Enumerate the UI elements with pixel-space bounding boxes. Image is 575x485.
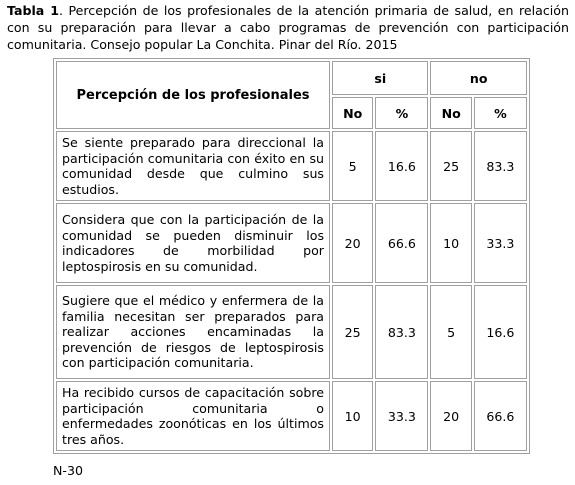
cell-si-percent: 83.3 (375, 285, 428, 379)
row-description: Considera que con la participación de la comunidad se pueden disminuir los indicadores de morbilidad por leptospirosis en su comunidad. (56, 203, 330, 283)
row-description: Ha recibido cursos de capacitación sobre participación comunitaria o enfermedades zoonóticas en los últimos tres años. (56, 381, 330, 451)
table-row (56, 381, 527, 451)
row-description: Se siente preparado para direccional la participación comunitaria con éxito en su comunidad desde que culmino sus estudios. (56, 131, 330, 201)
subheader-si-no: No (332, 97, 373, 129)
table-row (56, 285, 527, 379)
perception-table (53, 58, 530, 454)
cell-si-count: 10 (332, 381, 373, 451)
cell-no-count: 20 (430, 381, 471, 451)
table-caption (7, 2, 569, 53)
sample-size-note: N-30 (53, 463, 83, 478)
cell-si-count: 20 (332, 203, 373, 283)
cell-si-percent: 66.6 (375, 203, 428, 283)
cell-no-percent: 66.6 (474, 381, 527, 451)
cell-no-count: 10 (430, 203, 471, 283)
subheader-no-no: No (430, 97, 471, 129)
cell-si-count: 25 (332, 285, 373, 379)
cell-si-count: 5 (332, 131, 373, 201)
subheader-no-pct: % (474, 97, 527, 129)
table-row (56, 203, 527, 283)
cell-no-percent: 83.3 (474, 131, 527, 201)
cell-no-percent: 33.3 (474, 203, 527, 283)
row-description: Sugiere que el médico y enfermera de la familia necesitan ser preparados para realizar acciones encaminadas la prevención de riesgos de leptospirosis con participación comunitaria. (56, 285, 330, 379)
caption-label: Tabla 1 (7, 3, 59, 18)
subheader-si-pct: % (375, 97, 428, 129)
header-row (56, 61, 527, 95)
caption-text: . Percepción de los profesionales de la atención primaria de salud, en relación con su preparación para llevar a cabo programas de prevención con participación comunitaria. Consejo popular La Conchita. Pinar del Río. 2015 (7, 3, 569, 52)
cell-no-count: 5 (430, 285, 471, 379)
header-group-no: no (430, 61, 527, 95)
cell-si-percent: 33.3 (375, 381, 428, 451)
cell-no-percent: 16.6 (474, 285, 527, 379)
cell-si-percent: 16.6 (375, 131, 428, 201)
header-group-si: si (332, 61, 428, 95)
cell-no-count: 25 (430, 131, 471, 201)
header-perception: Percepción de los profesionales (56, 61, 330, 129)
table-row (56, 131, 527, 201)
